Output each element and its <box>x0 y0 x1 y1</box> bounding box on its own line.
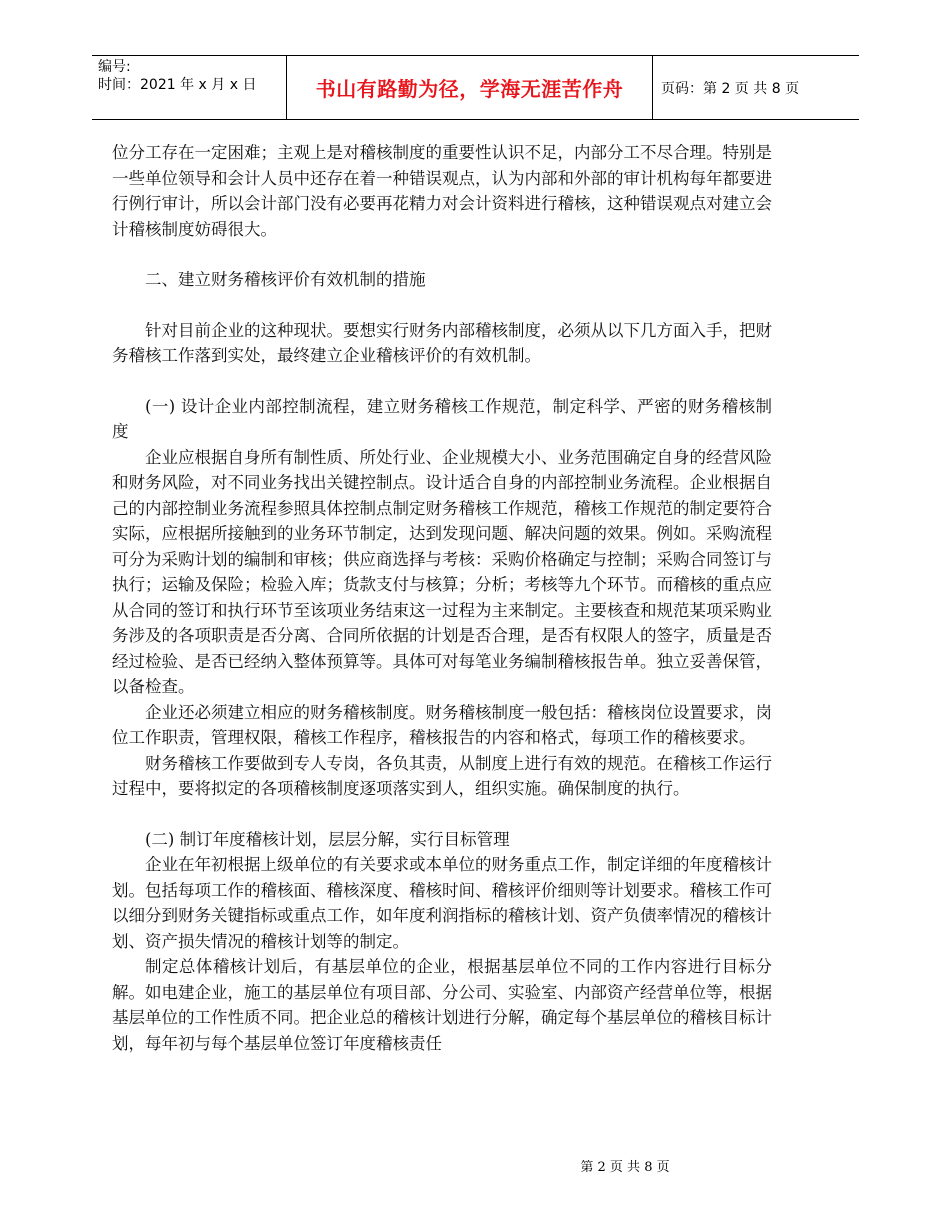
document-body <box>112 140 772 1056</box>
section-heading: 二、建立财务稽核评价有效机制的措施 <box>145 270 426 289</box>
page-footer: 第 2 页 共 8 页 <box>580 1160 670 1175</box>
paragraph: 财务稽核工作要做到专人专岗，各负其责，从制度上进行有效的规范。在稽核工作运行过程中，要将拟定的各项稽核制度逐项落实到人，组织实施。确保制度的执行。 <box>112 753 772 798</box>
header-meta <box>92 56 286 119</box>
header-motto: 书山有路勤为径，学海无涯苦作舟 <box>286 56 653 119</box>
subsection-heading: (一) 设计企业内部控制流程，建立财务稽核工作规范，制定科学、严密的财务稽核制度 <box>112 396 772 441</box>
paragraph: 企业还必须建立相应的财务稽核制度。财务稽核制度一般包括：稽核岗位设置要求，岗位工作职责，管理权限，稽核工作程序，稽核报告的内容和格式，每项工作的稽核要求。 <box>112 702 772 747</box>
header-page-info: 页码：第 2 页 共 8 页 <box>661 80 800 97</box>
paragraph: 制定总体稽核计划后，有基层单位的企业，根据基层单位不同的工作内容进行目标分解。如电建企业，施工的基层单位有项目部、分公司、实验室、内部资产经营单位等，根据基层单位的工作性质不同。把企业总的稽核计划进行分解，确定每个基层单位的稽核目标计划，每年初与每个基层单位签订年度稽核责任 <box>112 957 772 1053</box>
paragraph: 位分工存在一定困难；主观上是对稽核制度的重要性认识不足，内部分工不尽合理。特别是一些单位领导和会计人员中还存在着一种错误观点，认为内部和外部的审计机构每年都要进行例行审计，所以会计部门没有必要再花精力对会计资料进行稽核，这种错误观点对建立会计稽核制度妨碍很大。 <box>112 143 772 239</box>
paragraph: 企业应根据自身所有制性质、所处行业、企业规模大小、业务范围确定自身的经营风险和财务风险，对不同业务找出关键控制点。设计适合自身的内部控制业务流程。企业根据自己的内部控制业务流程参照具体控制点制定财务稽核工作规范，稽核工作规范的制定要符合实际，应根据所接触到的业务环节制定，达到发现问题、解决问题的效果。例如。采购流程可分为采购计划的编制和审核；供应商选择与考核：采购价格确定与控制；采购合同签订与执行；运输及保险；检验入库；货款支付与核算；分析；考核等九个环节。而稽核的重点应从合同的签订和执行环节至该项业务结束这一过程为主来制定。主要核查和规范某项采购业务涉及的各项职责是否分离、合同所依据的计划是否合理，是否有权限人的签字，质量是否经过检验、是否已经纳入整体预算等。具体可对每笔业务编制稽核报告单。独立妥善保管，以备检查。 <box>112 447 772 696</box>
serial-label: 编号: <box>98 59 131 75</box>
page-header <box>92 55 859 120</box>
paragraph: 针对目前企业的这种现状。要想实行财务内部稽核制度，必须从以下几方面入手，把财务稽核工作落到实处，最终建立企业稽核评价的有效机制。 <box>112 320 772 365</box>
time-label: 时间：2021 年 x 月 x 日 <box>98 77 257 93</box>
paragraph: 企业在年初根据上级单位的有关要求或本单位的财务重点工作，制定详细的年度稽核计划。包括每项工作的稽核面、稽核深度、稽核时间、稽核评价细则等计划要求。稽核工作可以细分到财务关键指标或重点工作，如年度利润指标的稽核计划、资产负债率情况的稽核计划、资产损失情况的稽核计划等的制定。 <box>112 855 772 951</box>
subsection-heading: (二) 制订年度稽核计划，层层分解，实行目标管理 <box>145 829 510 849</box>
